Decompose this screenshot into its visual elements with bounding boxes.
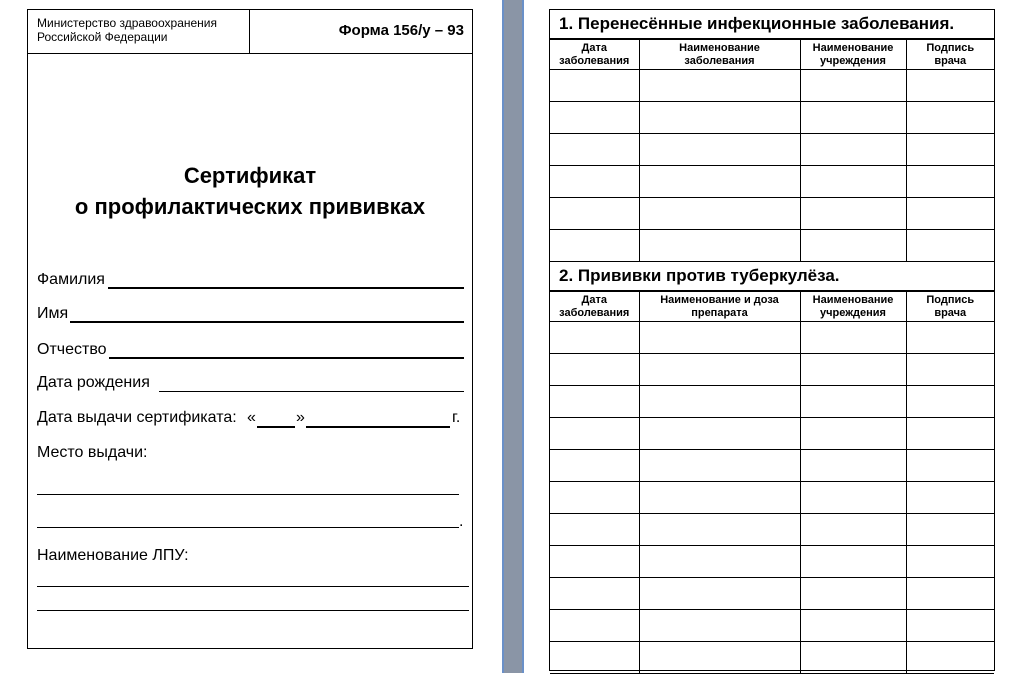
tuberculosis-cell[interactable] (639, 642, 800, 674)
table-row (550, 578, 994, 610)
tuberculosis-header-1-line-0: Наименование и доза (660, 294, 779, 306)
table-row (550, 610, 994, 642)
ministry-line-2: Российской Федерации (37, 30, 168, 44)
infections-header-1 (639, 40, 800, 70)
table-row (550, 230, 994, 262)
table-row (550, 642, 994, 674)
infections-header-1-line-1: заболевания (684, 55, 755, 67)
tuberculosis-header-0-line-1: заболевания (559, 307, 630, 319)
tuberculosis-cell[interactable] (550, 482, 639, 514)
tuberculosis-cell[interactable] (906, 418, 994, 450)
tuberculosis-cell[interactable] (800, 450, 906, 482)
certificate-title (28, 160, 472, 222)
tuberculosis-cell[interactable] (906, 514, 994, 546)
institution-line-2[interactable] (37, 610, 469, 611)
tuberculosis-cell[interactable] (906, 610, 994, 642)
tuberculosis-cell[interactable] (550, 546, 639, 578)
ministry-label (28, 10, 250, 53)
infections-cell[interactable] (800, 198, 906, 230)
section1-title: 1. Перенесённые инфекционные заболевания. (550, 10, 994, 39)
tuberculosis-cell[interactable] (550, 354, 639, 386)
tuberculosis-cell[interactable] (906, 322, 994, 354)
infections-cell[interactable] (639, 198, 800, 230)
table-row (550, 418, 994, 450)
infections-header-2-line-0: Наименование (812, 42, 894, 54)
table-row (550, 102, 994, 134)
tuberculosis-cell[interactable] (639, 386, 800, 418)
table-row (550, 198, 994, 230)
infections-cell[interactable] (639, 134, 800, 166)
certificate-front-page (0, 0, 502, 673)
infections-cell[interactable] (639, 166, 800, 198)
tuberculosis-cell[interactable] (639, 546, 800, 578)
tuberculosis-header-1-line-1: препарата (691, 307, 748, 319)
infections-header-0 (550, 40, 639, 70)
tuberculosis-cell[interactable] (550, 322, 639, 354)
birth-date-label: Дата рождения (37, 374, 150, 391)
tuberculosis-cell[interactable] (906, 578, 994, 610)
form-header (28, 10, 472, 54)
title-line-2: о профилактических прививках (74, 194, 426, 219)
form-156-box (27, 9, 473, 649)
infections-cell[interactable] (550, 198, 639, 230)
issue-day-field[interactable] (257, 426, 295, 428)
section2-title: 2. Прививки против туберкулёза. (550, 261, 994, 291)
tuberculosis-cell[interactable] (906, 642, 994, 674)
tuberculosis-cell[interactable] (550, 514, 639, 546)
certificate-inner-page (524, 0, 1024, 673)
tuberculosis-cell[interactable] (800, 418, 906, 450)
infections-header-2 (800, 40, 906, 70)
name-field[interactable] (70, 321, 464, 323)
tuberculosis-cell[interactable] (639, 418, 800, 450)
tuberculosis-header-3-line-1: врача (934, 307, 967, 319)
infections-cell[interactable] (906, 166, 994, 198)
infections-header-0-line-0: Дата (581, 42, 607, 54)
tuberculosis-header-0 (550, 292, 639, 322)
infections-cell[interactable] (906, 134, 994, 166)
issue-place-line-1[interactable] (37, 494, 459, 495)
infections-cell[interactable] (800, 166, 906, 198)
infections-cell[interactable] (550, 134, 639, 166)
infections-header-0-line-1: заболевания (559, 55, 630, 67)
patronymic-field[interactable] (109, 357, 464, 359)
title-line-1: Сертификат (183, 163, 317, 188)
tuberculosis-header-1 (639, 292, 800, 322)
issue-place-line-2[interactable] (37, 527, 459, 528)
infections-cell[interactable] (906, 70, 994, 102)
infections-header-3-line-1: врача (934, 55, 967, 67)
infections-cell[interactable] (639, 230, 800, 262)
tuberculosis-cell[interactable] (639, 450, 800, 482)
name-label: Имя (37, 305, 69, 322)
infections-header-2-line-1: учреждения (820, 55, 886, 67)
table-row (550, 354, 994, 386)
tuberculosis-cell[interactable] (800, 386, 906, 418)
tuberculosis-cell[interactable] (639, 322, 800, 354)
tuberculosis-header-2-line-1: учреждения (820, 307, 886, 319)
infections-cell[interactable] (800, 70, 906, 102)
ministry-line-1: Министерство здравоохранения (37, 16, 217, 30)
table-row (550, 166, 994, 198)
tuberculosis-header-2 (800, 292, 906, 322)
surname-field[interactable] (108, 287, 464, 289)
tuberculosis-cell[interactable] (800, 514, 906, 546)
form-number: Форма 156/у – 93 (338, 22, 464, 39)
tuberculosis-cell[interactable] (906, 386, 994, 418)
tuberculosis-cell[interactable] (639, 354, 800, 386)
tuberculosis-cell[interactable] (550, 642, 639, 674)
tuberculosis-cell[interactable] (550, 450, 639, 482)
tuberculosis-cell[interactable] (550, 386, 639, 418)
tuberculosis-header-3-line-0: Подпись (926, 294, 975, 306)
infections-header-3 (906, 40, 994, 70)
table-row (550, 514, 994, 546)
infections-cell[interactable] (639, 70, 800, 102)
table-row (550, 322, 994, 354)
tuberculosis-cell[interactable] (800, 482, 906, 514)
issue-date-label: Дата выдачи сертификата: (37, 409, 237, 426)
records-box (549, 9, 995, 671)
infections-cell[interactable] (550, 102, 639, 134)
issue-month-year-field[interactable] (306, 426, 450, 428)
table-row (550, 482, 994, 514)
infections-cell[interactable] (550, 230, 639, 262)
infections-cell[interactable] (550, 70, 639, 102)
table-row (550, 386, 994, 418)
infections-cell[interactable] (906, 102, 994, 134)
tuberculosis-vaccinations-table (550, 291, 994, 674)
tuberculosis-cell[interactable] (800, 578, 906, 610)
surname-label: Фамилия (37, 271, 105, 288)
table-row (550, 450, 994, 482)
infections-cell[interactable] (800, 230, 906, 262)
tuberculosis-header-3 (906, 292, 994, 322)
page-gutter (502, 0, 524, 673)
tuberculosis-cell[interactable] (800, 546, 906, 578)
tuberculosis-cell[interactable] (906, 450, 994, 482)
table-row (550, 546, 994, 578)
table-row (550, 134, 994, 166)
infections-cell[interactable] (906, 230, 994, 262)
tuberculosis-cell[interactable] (639, 578, 800, 610)
tuberculosis-cell[interactable] (639, 482, 800, 514)
issue-place-label: Место выдачи: (37, 444, 148, 461)
quote-open: « (247, 409, 256, 426)
tuberculosis-header-2-line-0: Наименование (812, 294, 894, 306)
table-row (550, 70, 994, 102)
tuberculosis-header-0-line-0: Дата (581, 294, 607, 306)
tuberculosis-cell[interactable] (800, 354, 906, 386)
tuberculosis-cell[interactable] (550, 610, 639, 642)
tuberculosis-cell[interactable] (800, 322, 906, 354)
tuberculosis-cell[interactable] (550, 578, 639, 610)
tuberculosis-cell[interactable] (800, 642, 906, 674)
tuberculosis-cell[interactable] (800, 610, 906, 642)
tuberculosis-cell[interactable] (906, 354, 994, 386)
patronymic-label: Отчество (37, 341, 107, 358)
infections-cell[interactable] (550, 166, 639, 198)
tuberculosis-cell[interactable] (550, 418, 639, 450)
institution-line-1[interactable] (37, 586, 469, 587)
birth-date-field[interactable] (159, 391, 464, 392)
tuberculosis-cell[interactable] (639, 610, 800, 642)
infections-cell[interactable] (639, 102, 800, 134)
infections-cell[interactable] (906, 198, 994, 230)
tuberculosis-cell[interactable] (906, 482, 994, 514)
infections-header-3-line-0: Подпись (926, 42, 975, 54)
tuberculosis-cell[interactable] (906, 546, 994, 578)
infections-table (550, 39, 994, 262)
issue-place-period: . (459, 513, 464, 530)
institution-label: Наименование ЛПУ: (37, 547, 189, 564)
infections-header-1-line-0: Наименование (679, 42, 760, 54)
infections-cell[interactable] (800, 134, 906, 166)
year-suffix: г. (452, 409, 461, 426)
infections-cell[interactable] (800, 102, 906, 134)
tuberculosis-cell[interactable] (639, 514, 800, 546)
quote-close: » (296, 409, 305, 426)
